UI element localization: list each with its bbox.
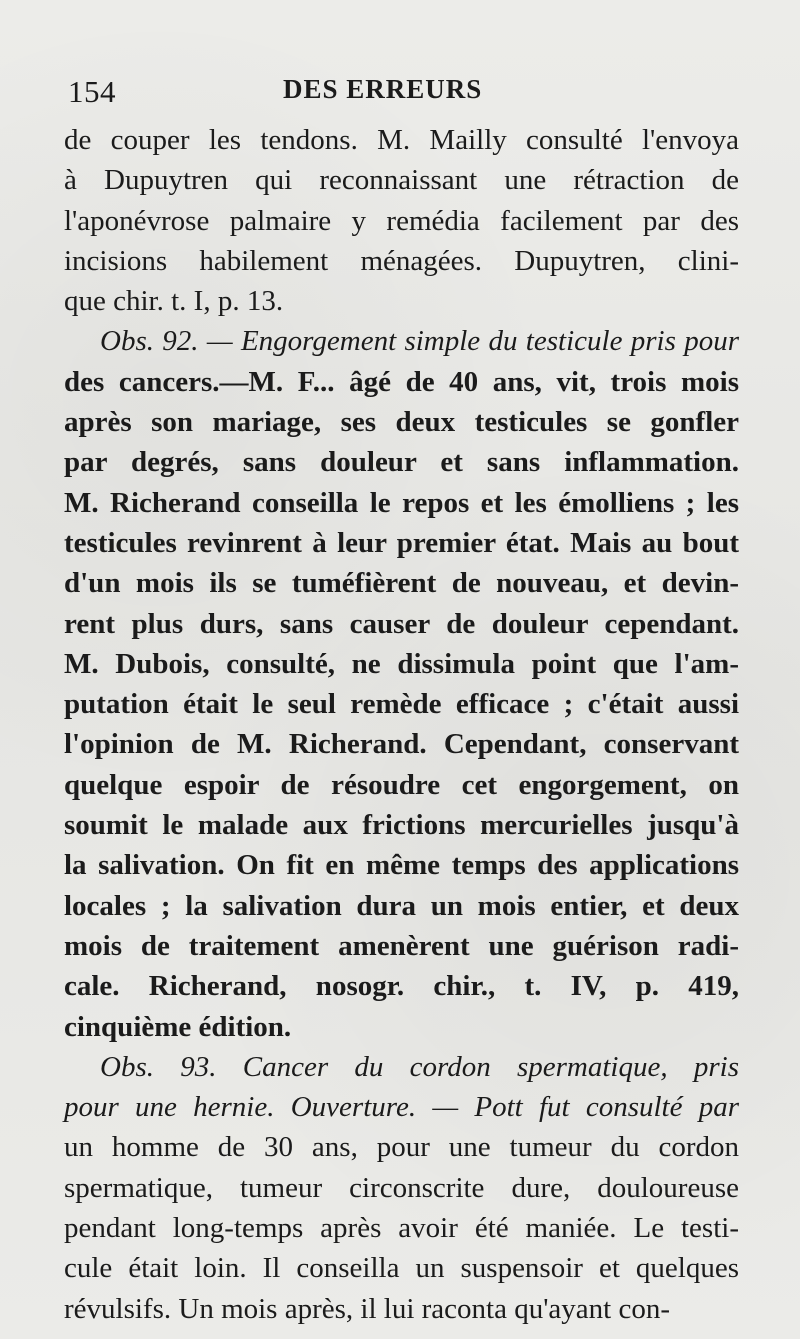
page-header — [68, 72, 738, 112]
text-line: par degrés, sans douleur et sans inflammation. — [64, 446, 739, 479]
text-line: l'aponévrose palmaire y remédia facilement par des — [64, 204, 739, 237]
text-line: que chir. t. I, p. 13. — [64, 285, 284, 318]
text-line: des cancers.—M. F... âgé de 40 ans, vit, trois mois — [64, 365, 739, 398]
text-line: incisions habilement ménagées. Dupuytren, clini- — [64, 244, 739, 277]
observation-heading-93: Obs. 93. Cancer du cordon spermatique, pris — [100, 1050, 739, 1083]
text-line: M. Dubois, consulté, ne dissimula point que l'am- — [64, 647, 739, 680]
text-line: putation était le seul remède efficace ; c'était aussi — [64, 688, 739, 721]
text-line: après son mariage, ses deux testicules se gonfler — [64, 406, 739, 439]
text-line: rent plus durs, sans causer de douleur cependant. — [64, 607, 739, 640]
text-line: d'un mois ils se tuméfièrent de nouveau, et devin- — [64, 567, 739, 600]
page-number: 154 — [68, 74, 116, 109]
running-title: DES ERREURS — [283, 74, 483, 104]
text-line: cinquième édition. — [64, 1010, 292, 1043]
text-line: l'opinion de M. Richerand. Cependant, conservant — [64, 728, 739, 761]
text-line: un homme de 30 ans, pour une tumeur du cordon — [64, 1131, 739, 1164]
text-line: pendant long-temps après avoir été maniée. Le testi- — [64, 1212, 739, 1245]
text-line: soumit le malade aux frictions mercurielles jusqu'à — [64, 809, 739, 842]
body-text — [64, 120, 739, 1329]
text-line: à Dupuytren qui reconnaissant une rétraction de — [64, 164, 739, 197]
text-line: de couper les tendons. M. Mailly consulté l'envoya — [64, 124, 739, 156]
text-line: pour une hernie. Ouverture. — Pott fut consulté par — [64, 1091, 739, 1124]
text-line: testicules revinrent à leur premier état. Mais au bout — [64, 526, 739, 559]
text-line: cule était loin. Il conseilla un suspensoir et quelques — [64, 1252, 739, 1285]
text-line: locales ; la salivation dura un mois entier, et deux — [64, 889, 739, 922]
text-line: mois de traitement amenèrent une guérison radi- — [64, 929, 739, 962]
text-line: cale. Richerand, nosogr. chir., t. IV, p. 419, — [64, 970, 739, 1003]
text-line: spermatique, tumeur circonscrite dure, douloureuse — [64, 1171, 739, 1204]
text-line: révulsifs. Un mois après, il lui raconta qu'ayant con- — [64, 1292, 671, 1325]
text-line: quelque espoir de résoudre cet engorgement, on — [64, 768, 739, 801]
text-line: la salivation. On fit en même temps des applications — [64, 849, 739, 882]
observation-heading-92: Obs. 92. — Engorgement simple du testicule pris pour — [100, 325, 739, 358]
text-line: M. Richerand conseilla le repos et les émolliens ; les — [64, 486, 739, 519]
